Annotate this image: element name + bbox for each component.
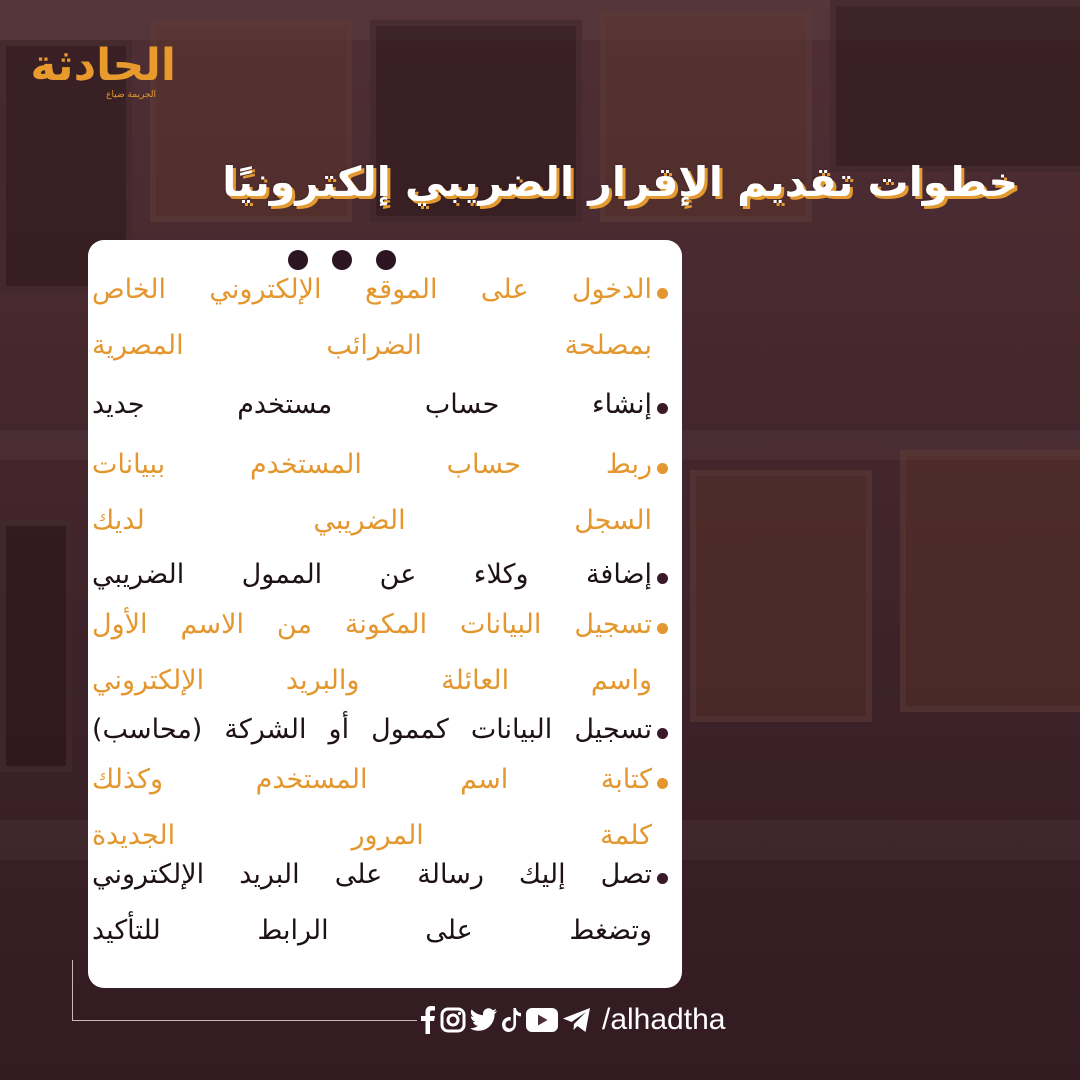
step-text-line: وتضغط على الرابط للتأكيد: [92, 915, 652, 946]
social-bar: [420, 1003, 725, 1037]
page-title: خطوات تقديم الإقرار الضريبي إلكترونيًا: [222, 158, 1018, 206]
step-text-line: واسم العائلة والبريد الإلكتروني: [92, 665, 652, 696]
bullet-icon: [657, 778, 668, 789]
step-text-line: السجل الضريبي لديك: [92, 505, 652, 536]
steps-card: [88, 240, 682, 988]
step-item: [92, 847, 652, 959]
steps-list: [88, 240, 682, 988]
step-text-line: ربط حساب المستخدم ببيانات: [92, 449, 652, 480]
facebook-icon[interactable]: [420, 1006, 436, 1034]
step-text-line: تسجيل البيانات كممول أو الشركة (محاسب): [92, 714, 652, 745]
bullet-icon: [657, 463, 668, 474]
bullet-icon: [657, 573, 668, 584]
footer-divider: [72, 1020, 417, 1021]
step-item: [92, 597, 652, 709]
brand-logo-name: الحادثة: [30, 40, 176, 91]
step-item: [92, 377, 652, 433]
youtube-icon[interactable]: [526, 1008, 558, 1032]
step-item: [92, 702, 652, 758]
tiktok-icon[interactable]: [502, 1008, 522, 1032]
step-text-line: كتابة اسم المستخدم وكذلك: [92, 764, 652, 795]
step-item: [92, 262, 652, 374]
brand-logo-tagline: الجريمة ضياع: [106, 90, 156, 100]
step-text-line: بمصلحة الضرائب المصرية: [92, 330, 652, 361]
instagram-icon[interactable]: [440, 1007, 466, 1033]
step-text-line: إنشاء حساب مستخدم جديد: [92, 389, 652, 420]
footer-divider: [72, 960, 73, 1020]
bullet-icon: [657, 728, 668, 739]
brand-logo: [26, 40, 176, 115]
telegram-icon[interactable]: [562, 1007, 592, 1033]
step-text-line: إضافة وكلاء عن الممول الضريبي: [92, 559, 652, 590]
step-text-line: الدخول على الموقع الإلكتروني الخاص: [92, 274, 652, 305]
bullet-icon: [657, 403, 668, 414]
bullet-icon: [657, 873, 668, 884]
bullet-icon: [657, 288, 668, 299]
step-item: [92, 547, 652, 603]
step-item: [92, 437, 652, 549]
step-text-line: تسجيل البيانات المكونة من الاسم الأول: [92, 609, 652, 640]
social-handle[interactable]: /alhadtha: [602, 1003, 726, 1036]
bullet-icon: [657, 623, 668, 634]
twitter-icon[interactable]: [470, 1008, 498, 1032]
step-text-line: تصل إليك رسالة على البريد الإلكتروني: [92, 859, 652, 890]
step-text-line: كلمة المرور الجديدة: [92, 820, 652, 851]
